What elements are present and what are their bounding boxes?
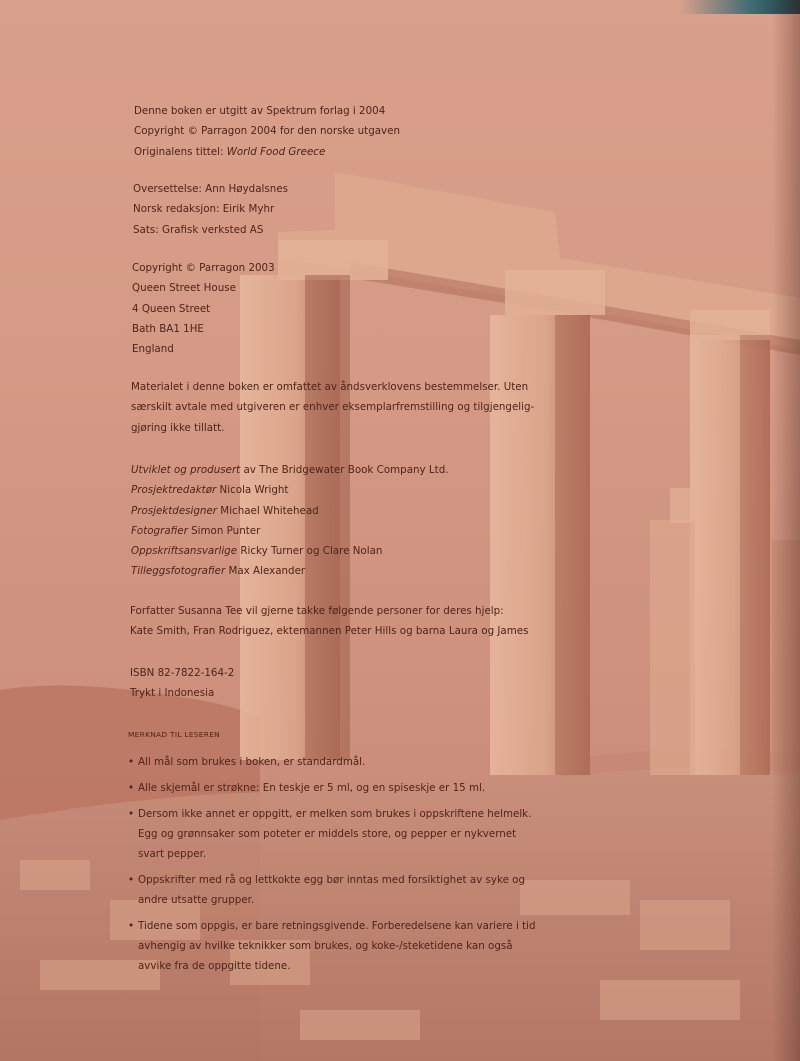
credit-text: Ricky Turner og Clare Nolan [237,545,383,558]
publication-line [134,142,400,162]
address-line: Bath BA1 1HE [132,322,204,335]
credit-text: Originalens tittel: [134,145,227,158]
credit-text: Simon Punter [187,524,261,537]
credit-line: Norsk redaksjon: Eirik Myhr [133,203,275,216]
address-line: England [132,343,174,356]
reader-note-text: svart pepper. [138,848,207,860]
rights-line: Materialet i denne boken er omfattet av åndsverklovens bestemmelser. Uten [131,381,529,393]
credit-text: Michael Whitehead [217,504,319,517]
reader-note-text: avvike fra de oppgitte tidene. [138,960,291,972]
reader-note-item [128,916,536,976]
publication-line [134,101,400,121]
bullet-icon: • [128,808,135,820]
credit-line: Sats: Grafisk verksted AS [133,223,264,236]
reader-notes-heading: MERKNAD TIL LESEREN [128,730,220,739]
reader-note-item [128,752,536,772]
reader-notes-list [128,752,536,976]
credit-role: World Food Greece [226,145,326,158]
address-line: Copyright © Parragon 2003 [132,262,275,274]
reader-note-text: All mål som brukes i boken, er standardmål. [138,756,366,768]
credit-role: Prosjektdesigner [131,504,218,517]
production-credit-line [131,501,449,521]
reader-note-item [128,870,536,910]
isbn-info [130,663,234,704]
rights-notice [131,377,534,438]
publication-info [134,101,400,162]
production-credit-line [131,480,449,500]
production-credits [131,460,449,582]
reader-note-text: andre utsatte grupper. [138,894,255,906]
reader-note-text: avhengig av hvilke teknikker som brukes, og koke-/steketidene kan også [138,940,513,952]
publisher-address [132,258,275,359]
production-credit-line [131,541,449,561]
credit-text: Copyright © Parragon 2004 for den norske utgaven [134,125,401,138]
bullet-icon: • [128,874,135,886]
credit-role: Prosjektredaktør [131,484,217,497]
acknowledgements [130,601,528,642]
reader-notes [128,728,536,982]
bullet-icon: • [128,756,135,768]
bullet-icon: • [128,782,135,794]
address-line: 4 Queen Street [132,302,211,315]
address-line: Queen Street House [132,282,236,295]
reader-note-text: Tidene som oppgis, er bare retningsgivende. Forberedelsene kan variere i tid [138,920,536,932]
credit-role: Utviklet og produsert [131,464,241,476]
reader-note-text: Dersom ikke annet er oppgitt, er melken som brukes i oppskriftene helmelk. [138,808,532,820]
rights-line: gjøring ikke tillatt. [131,421,225,434]
publication-line [134,121,400,141]
production-credit-line [131,561,449,581]
isbn-line: Trykt i Indonesia [130,687,215,700]
production-credit-line [131,521,449,541]
isbn-line: ISBN 82-7822-164-2 [130,667,235,679]
credit-text: av The Bridgewater Book Company Ltd. [240,464,449,476]
reader-note-text: Oppskrifter med rå og lettkokte egg bør inntas med forsiktighet av syke og [138,874,526,886]
credit-role: Tilleggsfotografier [131,565,226,578]
credit-line: Oversettelse: Ann Høydalsnes [133,183,288,195]
production-credit-line [131,460,449,480]
norwegian-credits [133,179,288,240]
rights-line: særskilt avtale med utgiveren er enhver eksemplarfremstilling og tilgjengelig- [131,401,535,414]
reader-note-item [128,804,536,864]
reader-note-text: Egg og grønnsaker som poteter er middels store, og pepper er nykvernet [138,828,517,840]
acknowledgement-line: Forfatter Susanna Tee vil gjerne takke følgende personer for deres hjelp: [130,605,504,617]
acknowledgement-line: Kate Smith, Fran Rodriguez, ektemannen Peter Hills og barna Laura og James [130,625,529,638]
credit-role: Fotografier [131,524,188,537]
reader-note-text: Alle skjemål er strøkne: En teskje er 5 ml, og en spiseskje er 15 ml. [138,782,486,794]
credit-role: Oppskriftsansvarlige [131,545,238,558]
reader-note-item [128,778,536,798]
credit-text: Denne boken er utgitt av Spektrum forlag i 2004 [134,105,386,117]
credit-text: Nicola Wright [216,484,289,497]
credit-text: Max Alexander [225,565,306,578]
bullet-icon: • [128,920,135,932]
